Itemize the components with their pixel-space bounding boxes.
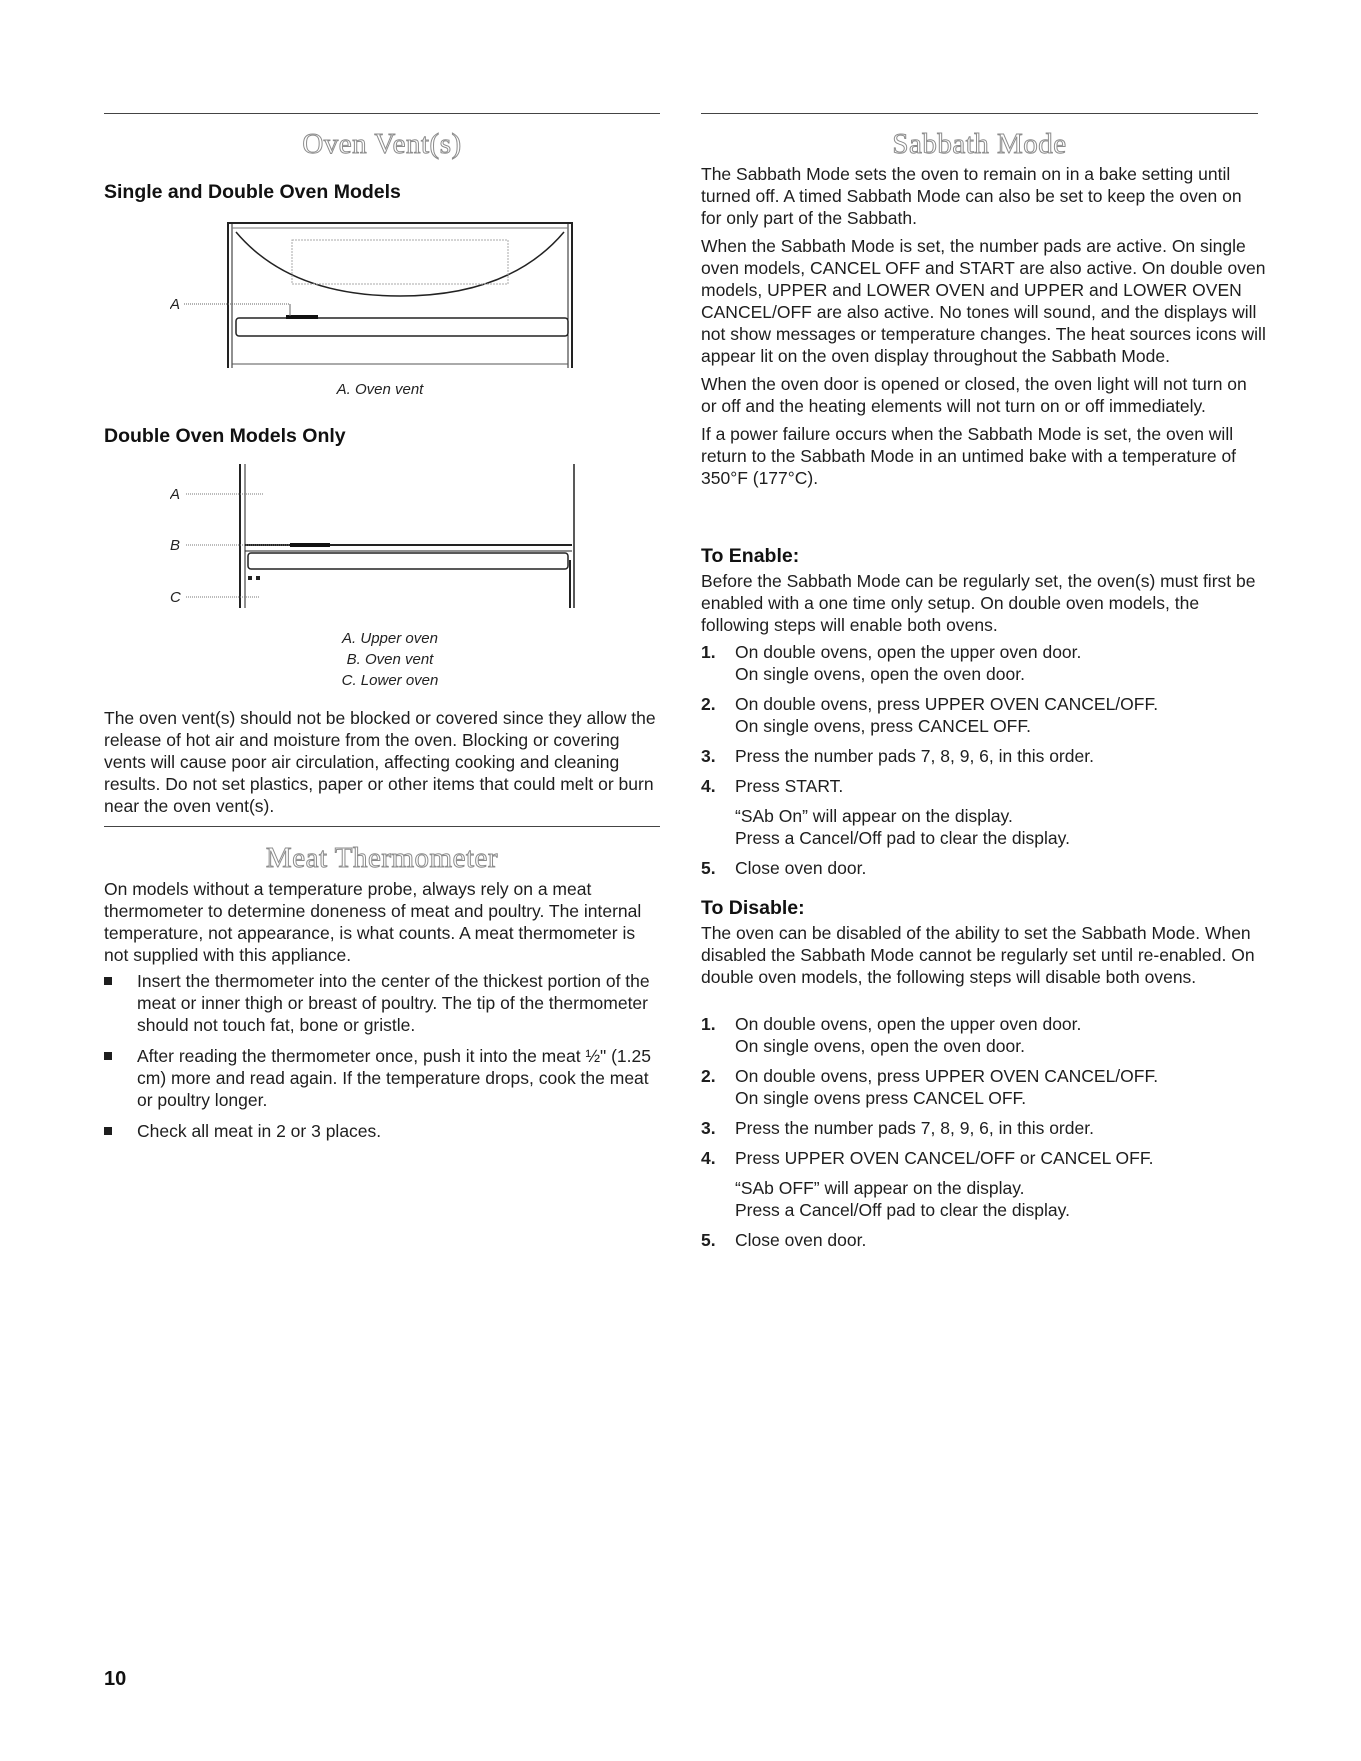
bullet-item: Insert the thermometer into the center of the thickest portion of the meat or inner thigh or breast of poultry. The tip of the thermometer should not touch fat, bone or gristle.: [104, 970, 660, 1036]
fig1-label-a: A: [170, 296, 181, 313]
to-enable-heading: To Enable:: [701, 545, 800, 567]
oven-vents-body: The oven vent(s) should not be blocked or covered since they allow the release of hot air and moisture from the oven. Blocking or covering vents will cause poor air circulation, affecting cooking and cleaning results. Do not set plastics, paper or other items that could melt or burn near the oven vent(s).: [104, 708, 656, 816]
step-item: 4. Press UPPER OVEN CANCEL/OFF or CANCEL OFF. “SAb OFF” will appear on the display. Press a Cancel/Off pad to clear the display.: [701, 1148, 1154, 1220]
meat-thermometer-bullets: [104, 970, 660, 1151]
meat-thermometer-top-rule: [104, 826, 660, 827]
meat-thermometer-title: Meat Thermometer: [265, 842, 499, 874]
bullet-square-icon: [104, 1052, 112, 1060]
bullet-square-icon: [104, 1127, 112, 1135]
step-item: 2. On double ovens, press UPPER OVEN CANCEL/OFF. On single ovens, press CANCEL OFF.: [701, 694, 1159, 736]
step-item: 3. Press the number pads 7, 8, 9, 6, in this order.: [701, 1118, 1094, 1138]
single-double-subhead: Single and Double Oven Models: [104, 181, 401, 203]
bullet-square-icon: [104, 977, 112, 985]
enable-steps: [701, 641, 1258, 887]
sabbath-top-rule: [701, 113, 1258, 114]
sabbath-para-3: When the oven door is opened or closed, the oven light will not turn on or off and the heating elements will not turn on or off immediately.: [701, 374, 1247, 416]
oven-vents-title: Oven Vent(s): [302, 128, 462, 160]
fig2-caption-b: B. Oven vent: [346, 651, 434, 668]
step-item: 5. Close oven door.: [701, 858, 867, 878]
step-item: 3. Press the number pads 7, 8, 9, 6, in this order.: [701, 746, 1094, 766]
fig1-caption: A. Oven vent: [336, 381, 424, 398]
sabbath-para-2: When the Sabbath Mode is set, the number pads are active. On single oven models, CANCEL OFF and START are also active. On double oven models, UPPER and LOWER OVEN and UPPER and LOWER OVEN CANCEL/OFF are also active. No tones will sound, and the displays will not show messages or temperature changes. The heat sources icons will appear lit on the oven display throughout the Sabbath Mode.: [701, 236, 1266, 366]
meat-thermometer-intro: On models without a temperature probe, always rely on a meat thermometer to determine doneness of meat and poultry. The internal temperature, not appearance, is what counts. A meat thermometer is not supplied with this appliance.: [104, 879, 642, 965]
oven-vent-figure-double: [170, 460, 590, 620]
fig2-label-c: C: [170, 589, 181, 606]
oven-vents-top-rule: [104, 113, 660, 114]
oven-vent-figure-single: [170, 218, 590, 378]
double-only-subhead: Double Oven Models Only: [104, 425, 346, 447]
sabbath-para-4: If a power failure occurs when the Sabbath Mode is set, the oven will return to the Sabbath Mode in an untimed bake with a temperature of 350°F (177°C).: [701, 424, 1237, 488]
fig2-caption-a: A. Upper oven: [342, 630, 438, 647]
page-number: 10: [104, 1668, 127, 1690]
fig2-label-b: B: [170, 537, 181, 554]
step-item: 2. On double ovens, press UPPER OVEN CANCEL/OFF. On single ovens press CANCEL OFF.: [701, 1066, 1159, 1108]
step-item: 4. Press START. “SAb On” will appear on the display. Press a Cancel/Off pad to clear the display.: [701, 776, 1070, 848]
to-disable-intro: The oven can be disabled of the ability to set the Sabbath Mode. When disabled the Sabbath Mode cannot be regularly set until re-enabled. On double oven models, the following steps will disable both ovens.: [701, 923, 1255, 987]
step-item: 1. On double ovens, open the upper oven door. On single ovens, open the oven door.: [701, 1014, 1082, 1056]
bullet-item: Check all meat in 2 or 3 places.: [104, 1120, 660, 1142]
sabbath-title: Sabbath Mode: [892, 128, 1067, 160]
to-disable-heading: To Disable:: [701, 897, 805, 919]
to-enable-intro: Before the Sabbath Mode can be regularly set, the oven(s) must first be enabled with a one time only setup. On double oven models, the following steps will enable both ovens.: [701, 571, 1256, 635]
sabbath-paras: [701, 163, 1266, 495]
fig2-label-a: A: [170, 486, 181, 503]
bullet-item: After reading the thermometer once, push it into the meat ½" (1.25 cm) more and read again. If the temperature drops, cook the meat or poultry longer.: [104, 1045, 660, 1111]
step-item: 5. Close oven door.: [701, 1230, 867, 1250]
step-item: 1. On double ovens, open the upper oven door. On single ovens, open the oven door.: [701, 642, 1082, 684]
fig2-captions: [250, 628, 530, 691]
sabbath-para-1: The Sabbath Mode sets the oven to remain on in a bake setting until turned off. A timed Sabbath Mode can also be set to keep the oven on for only part of the Sabbath.: [701, 164, 1242, 228]
fig2-caption-c: C. Lower oven: [341, 672, 439, 689]
disable-steps: [701, 1013, 1258, 1259]
